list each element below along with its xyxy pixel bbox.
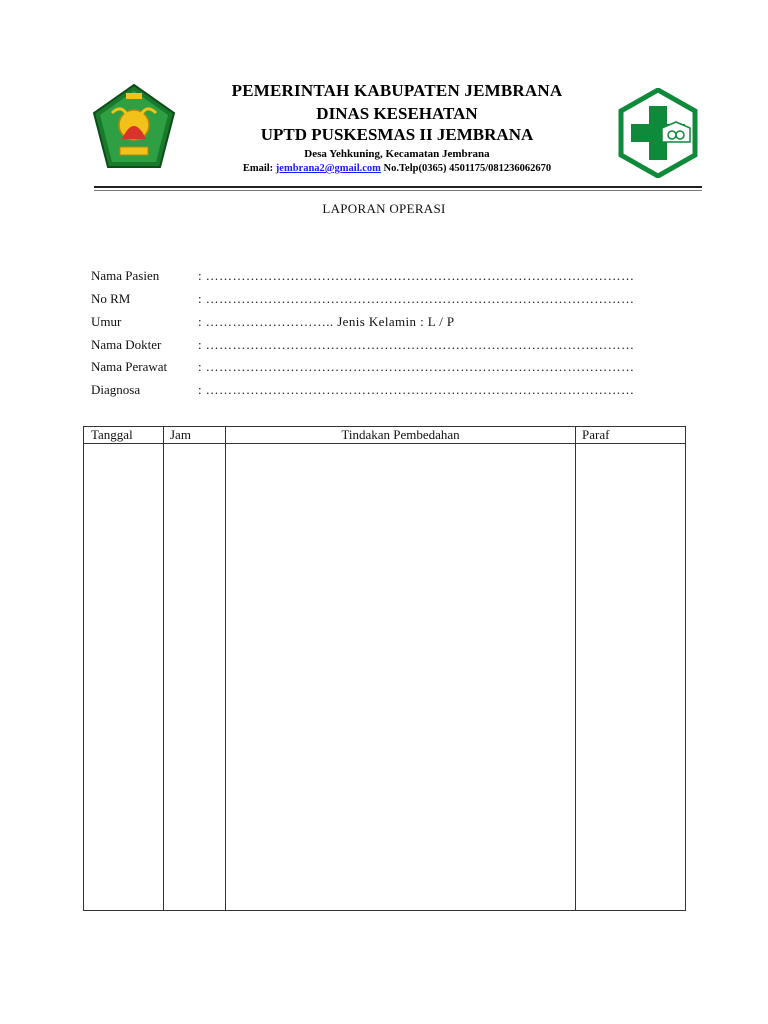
email-label: Email: [242, 163, 274, 174]
field-blank: : …………………………………………………………………………………… [198, 291, 635, 306]
field-blank: : …………………………………………………………………………………… [198, 268, 635, 283]
field-label: No RM [91, 291, 131, 306]
cell-jam[interactable] [164, 444, 225, 910]
header-government-line: PEMERINTAH KABUPATEN JEMBRANA [231, 81, 563, 100]
operation-table [83, 426, 686, 911]
cell-tanggal[interactable] [84, 444, 163, 910]
cell-tindakan[interactable] [226, 444, 575, 910]
column-header-jam: Jam [170, 427, 191, 442]
column-header-tanggal: Tanggal [91, 427, 133, 442]
column-header-tindakan: Tindakan Pembedahan [341, 427, 460, 442]
field-nama-pasien[interactable] [91, 267, 634, 285]
field-label: Diagnosa [91, 382, 141, 397]
letterhead-rule-thick [94, 186, 702, 188]
document-title: LAPORAN OPERASI [322, 201, 446, 216]
field-blank: : ……………………….. Jenis Kelamin : L / P [198, 314, 455, 329]
field-diagnosa[interactable] [91, 381, 634, 399]
header-address: Desa Yehkuning, Kecamatan Jembrana [304, 148, 490, 160]
field-nama-dokter[interactable] [91, 336, 634, 354]
phone-text: No.Telp(0365) 4501175/081236062670 [383, 163, 552, 174]
letterhead-rule-thin [94, 190, 702, 191]
email-link[interactable]: jembrana2@gmail.com [275, 163, 381, 174]
field-label: Nama Pasien [91, 268, 160, 283]
field-blank: : …………………………………………………………………………………… [198, 337, 635, 352]
field-blank: : …………………………………………………………………………………… [198, 359, 635, 374]
field-umur[interactable] [91, 313, 455, 331]
column-header-paraf: Paraf [582, 427, 610, 442]
cell-paraf[interactable] [576, 444, 685, 910]
header-contact [13, 163, 768, 174]
field-nama-perawat[interactable] [91, 358, 634, 376]
field-blank: : …………………………………………………………………………………… [198, 382, 635, 397]
field-no-rm[interactable] [91, 290, 634, 308]
header-puskesmas-line: UPTD PUSKESMAS II JEMBRANA [260, 125, 534, 144]
header-department-line: DINAS KESEHATAN [316, 104, 478, 123]
field-label: Umur [91, 314, 122, 329]
field-label: Nama Perawat [91, 359, 168, 374]
field-label: Nama Dokter [91, 337, 162, 352]
